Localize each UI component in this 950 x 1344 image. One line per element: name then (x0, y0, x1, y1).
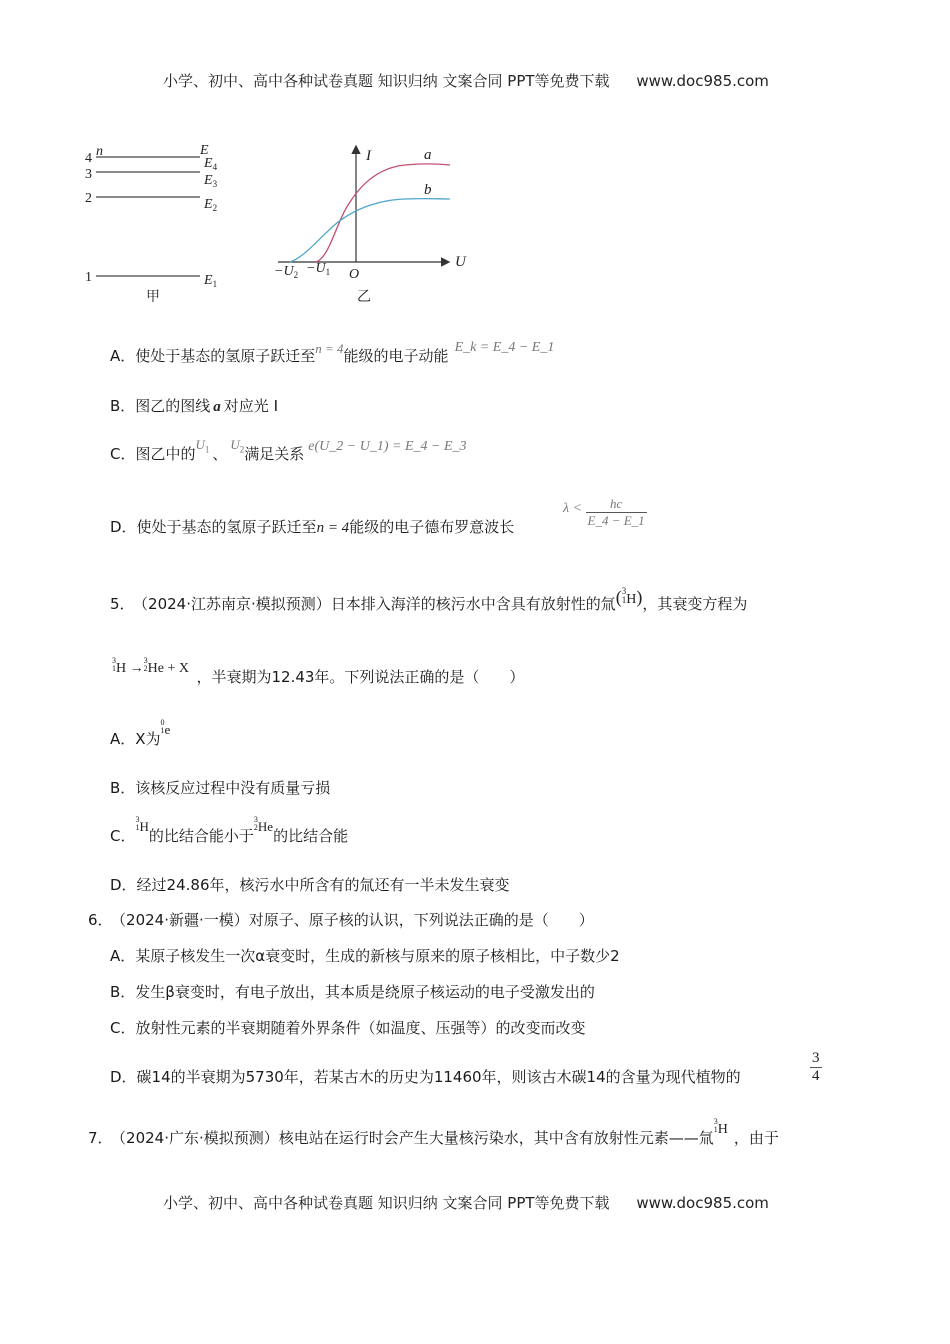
E1-label: $E_1$ (204, 273, 218, 289)
energy-level-diagram (80, 140, 230, 310)
q6-stem (88, 910, 594, 930)
q5-option-d[interactable] (110, 875, 510, 895)
q4-b-text2: 对应光 I (223, 397, 278, 415)
q6-d-fraction (810, 1050, 822, 1085)
q7-tritium: 3 1H (713, 1117, 728, 1137)
q5-tritium-symbol: (3 1H) (615, 586, 643, 607)
origin-label: O (349, 267, 360, 282)
q4-a-label: A．使处于基态的氢原子跃迁至 (110, 347, 316, 365)
q5-c-label: C． (110, 827, 136, 845)
footer-url[interactable]: www.doc985.com (636, 1194, 769, 1212)
q4-option-b[interactable] (110, 396, 278, 417)
q5-number: 5． (110, 595, 135, 613)
neg-u2-label: $-U_2$ (274, 264, 299, 280)
curve-a (316, 164, 450, 262)
q4-b-label: B．图乙的图线 (110, 397, 211, 415)
q5-stem-line1 (110, 586, 748, 616)
level-n-4: 4 (85, 151, 92, 166)
q7-stem (88, 1117, 779, 1150)
E3-label: $E_3$ (204, 173, 218, 189)
q6-number: 6． (88, 911, 113, 929)
q4-b-var: a (213, 399, 221, 415)
q5-b-text: B．该核反应过程中没有质量亏损 (110, 779, 331, 797)
photoelectric-iu-graph (270, 142, 475, 307)
level-n-3: 3 (85, 167, 92, 182)
q4-c-text2: 满足关系 (244, 445, 305, 463)
axis-i-label: I (366, 148, 371, 164)
q6-b-text: B．发生β衰变时，有电子放出，其本质是绕原子核运动的电子受激发出的 (110, 983, 595, 1001)
curve-b-label: b (424, 182, 432, 198)
q6-d-frac-den: 4 (812, 1068, 820, 1084)
q4-d-frac-den: E_4 − E_1 (587, 513, 645, 528)
q5-c-mid: 的比结合能小于 (148, 827, 254, 845)
q4-a-math-ek: E_k = E_4 − E_1 (454, 340, 555, 355)
curve-a-label: a (424, 147, 432, 163)
q5-a-electron: 0 1e (160, 718, 171, 737)
q5-c-helium: 3 2He (253, 815, 274, 834)
q4-c-u1: $U_1$ (195, 437, 210, 455)
q4-option-d[interactable] (110, 517, 514, 538)
q5-c-tritium: 3 1H (135, 815, 149, 834)
q7-number: 7． (88, 1129, 113, 1147)
q7-stem-tail: ，由于 (733, 1129, 779, 1147)
q5-decay-equation: 3 1H →3 2He + X (112, 656, 189, 676)
q6-d-frac-num: 3 (812, 1050, 820, 1066)
q5-option-c[interactable] (110, 815, 349, 847)
top-E-label: E (200, 143, 209, 158)
page-footer (163, 1192, 769, 1213)
q4-a-text2: 能级的电子动能 (343, 347, 449, 365)
header-url[interactable]: www.doc985.com (636, 72, 769, 90)
q6-a-text: A．某原子核发生一次α衰变时，生成的新核与原来的原子核相比，中子数少2 (110, 947, 620, 965)
q4-d-math-n: n = 4 (316, 520, 350, 536)
n-label: n (96, 144, 103, 159)
q5-equation-tail: ，半衰期为12.43年。下列说法正确的是（ ） (196, 668, 525, 686)
figure-caption-yi: 乙 (357, 290, 371, 305)
q4-c-math-relation: e(U_2 − U_1) = E_4 − E_3 (308, 439, 467, 454)
q5-c-tail: 的比结合能 (273, 827, 349, 845)
q4-a-math-n: n = 4 (315, 341, 344, 356)
q6-stem-text: （2024·新疆·一模）对原子、原子核的认识，下列说法正确的是（ ） (118, 911, 594, 929)
q5-option-b[interactable] (110, 778, 330, 798)
q4-c-sep: 、 (212, 445, 228, 463)
q4-option-c[interactable] (110, 437, 467, 470)
page-header (163, 70, 769, 91)
q6-d-text: D．碳14的半衰期为5730年，若某古木的历史为11460年，则该古木碳14的含量为现代植物的 (110, 1068, 741, 1086)
level-n-1: 1 (85, 270, 92, 285)
q5-stem-part2: ，其衰变方程为 (642, 595, 748, 613)
figure-caption-jia: 甲 (146, 290, 160, 305)
q6-option-d[interactable] (110, 1067, 741, 1087)
q5-option-a[interactable] (110, 718, 171, 750)
q6-option-b[interactable] (110, 982, 595, 1002)
curve-b (290, 199, 450, 262)
q5-a-label: A．X为 (110, 730, 161, 748)
q7-stem-part1: （2024·广东·模拟预测）核电站在运行时会产生大量核污染水，其中含有放射性元素——氚 (118, 1129, 714, 1147)
q6-c-text: C．放射性元素的半衰期随着外界条件（如温度、压强等）的改变而改变 (110, 1019, 586, 1037)
q4-d-fraction (586, 496, 647, 529)
axis-u-label: U (455, 254, 466, 270)
neg-u1-label: $-U_1$ (306, 261, 331, 277)
q4-c-label: C．图乙中的 (110, 445, 196, 463)
q6-option-c[interactable] (110, 1018, 585, 1038)
footer-text: 小学、初中、高中各种试卷真题 知识归纳 文案合同 PPT等免费下载 (163, 1194, 610, 1212)
q5-stem-part1: （2024·江苏南京·模拟预测）日本排入海洋的核污水中含具有放射性的氚 (140, 595, 616, 613)
q5-d-text: D．经过24.86年，核污水中所含有的氚还有一半未发生衰变 (110, 876, 510, 894)
q4-d-lambda: λ < (563, 500, 583, 516)
q4-c-u2: $U_2$ (230, 437, 245, 455)
level-n-2: 2 (85, 191, 92, 206)
q4-d-label: D．使处于基态的氢原子跃迁至 (110, 518, 317, 536)
header-text: 小学、初中、高中各种试卷真题 知识归纳 文案合同 PPT等免费下载 (163, 72, 610, 90)
q4-d-frac-num: hc (586, 496, 647, 513)
q4-d-text2: 能级的电子德布罗意波长 (349, 518, 515, 536)
E2-label: $E_2$ (204, 197, 218, 213)
E4-label: $E_4$ (204, 156, 218, 172)
q6-option-a[interactable] (110, 946, 620, 966)
q5-equation-line (112, 656, 525, 689)
q4-option-a[interactable] (110, 340, 555, 368)
q4-d-lambda-formula (563, 496, 647, 529)
